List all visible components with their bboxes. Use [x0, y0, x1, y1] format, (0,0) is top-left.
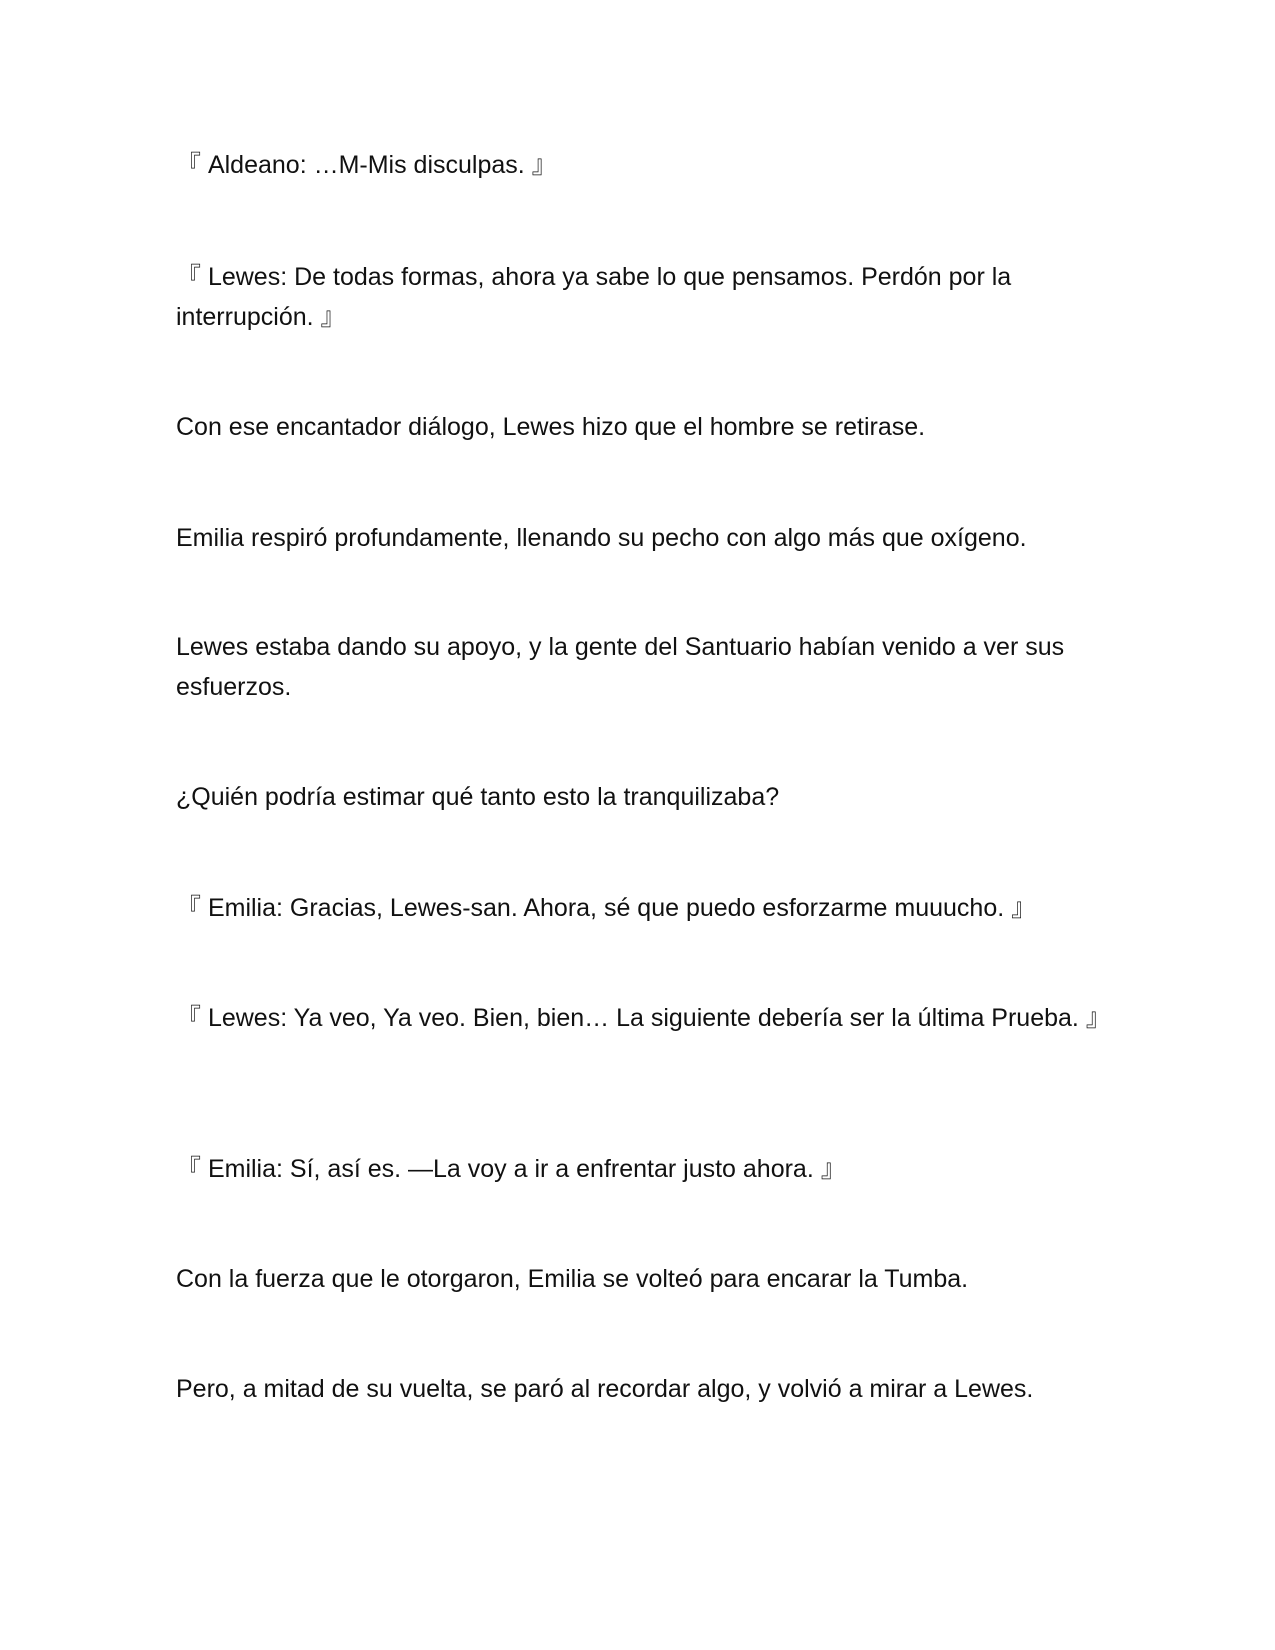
paragraph-5: Lewes estaba dando su apoyo, y la gente del Santuario habían venido a ver sus esfuerzos.: [176, 633, 1065, 701]
paragraph-11: Pero, a mitad de su vuelta, se paró al recordar algo, y volvió a mirar a Lewes.: [176, 1375, 1034, 1403]
paragraph-6: ¿Quién podría estimar qué tanto esto la tranquilizaba?: [176, 783, 780, 811]
paragraph-10: Con la fuerza que le otorgaron, Emilia se volteó para encarar la Tumba.: [176, 1265, 969, 1293]
paragraph-1: 『 Aldeano: …M-Mis disculpas. 』: [176, 151, 557, 179]
paragraph-7: 『 Emilia: Gracias, Lewes-san. Ahora, sé que puedo esforzarme muuucho. 』: [176, 894, 1037, 922]
paragraph-2: 『 Lewes: De todas formas, ahora ya sabe lo que pensamos. Perdón por la interrupción. 』: [176, 263, 1012, 331]
paragraph-4: Emilia respiró profundamente, llenando su pecho con algo más que oxígeno.: [176, 524, 1027, 552]
paragraph-9: 『 Emilia: Sí, así es. —La voy a ir a enfrentar justo ahora. 』: [176, 1155, 846, 1183]
paragraph-3: Con ese encantador diálogo, Lewes hizo que el hombre se retirase.: [176, 413, 926, 441]
paragraph-8: 『 Lewes: Ya veo, Ya veo. Bien, bien… La siguiente debería ser la última Prueba. 』: [176, 1004, 1111, 1032]
